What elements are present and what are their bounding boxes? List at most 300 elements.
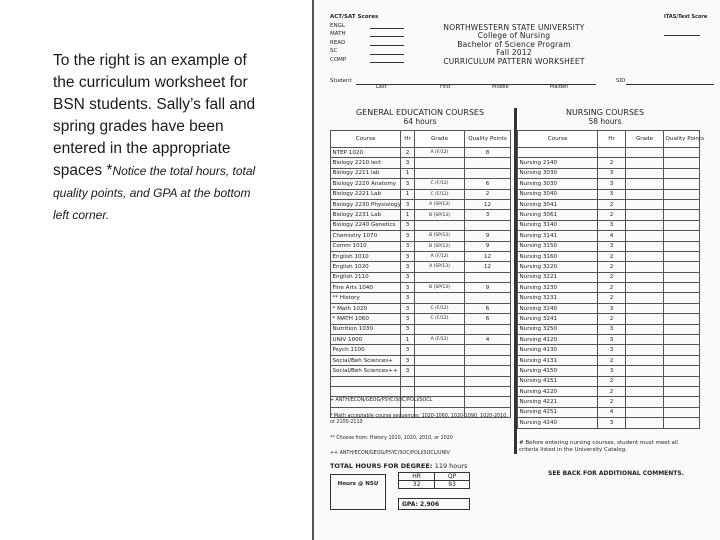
intro-main: To the right is an example of the curriculum worksheet for BSN students. Sally’s fall and spring grades have been entered in the appropriate spaces *: [53, 52, 256, 179]
cell-course: Nursing 4120: [518, 335, 598, 345]
cell-course: Nursing 4131: [518, 355, 598, 365]
table-row: [331, 179, 511, 189]
cell-quality-points: [664, 231, 700, 241]
cell-quality-points: [664, 272, 700, 282]
table-row: [518, 148, 700, 158]
sid-label: SID: [616, 78, 626, 84]
name-part-middle: Middle: [492, 84, 509, 90]
cell-quality-points: [465, 168, 511, 178]
cell-course: Social/Beh Sciences++: [331, 366, 401, 376]
cell-quality-points: 6: [465, 314, 511, 324]
cell-quality-points: 3: [465, 210, 511, 220]
cell-hr: 3: [401, 231, 415, 241]
cell-grade: [626, 418, 664, 428]
nursing-header: [514, 108, 696, 130]
cell-grade: A (F/12): [415, 148, 465, 158]
table-row: [518, 345, 700, 355]
cell-hr: 3: [598, 220, 626, 230]
cell-hr: 3: [598, 418, 626, 428]
cell-quality-points: [664, 283, 700, 293]
table-row: [518, 272, 700, 282]
cell-hr: 2: [598, 386, 626, 396]
cell-course: Nursing 4220: [518, 386, 598, 396]
cell-course: Nursing 3030: [518, 179, 598, 189]
col-hr: Hr: [598, 131, 626, 148]
cell-hr: 3: [401, 324, 415, 334]
cell-quality-points: [664, 324, 700, 334]
cell-hr: [401, 376, 415, 386]
score-label: MATH: [330, 31, 346, 38]
cell-course: Nursing 4221: [518, 397, 598, 407]
table-row: [518, 314, 700, 324]
cell-course: [331, 376, 401, 386]
table-row: [331, 355, 511, 365]
cell-course: [331, 386, 401, 396]
table-row: [331, 376, 511, 386]
cell-quality-points: [664, 418, 700, 428]
table-row: [518, 293, 700, 303]
cell-grade: [626, 262, 664, 272]
cell-course: * MATH 1060: [331, 314, 401, 324]
cell-course: ** History: [331, 293, 401, 303]
cell-hr: 1: [401, 210, 415, 220]
cell-course: Nursing 4130: [518, 345, 598, 355]
cell-quality-points: [664, 262, 700, 272]
cell-quality-points: [664, 189, 700, 199]
cell-hr: 4: [598, 231, 626, 241]
cell-quality-points: [465, 366, 511, 376]
cell-grade: [626, 407, 664, 417]
cell-course: Nursing 4150: [518, 366, 598, 376]
cell-hr: 3: [401, 251, 415, 261]
table-row: [331, 345, 511, 355]
hq-hr-value: 32: [399, 481, 435, 489]
cell-course: UNIV 1000: [331, 335, 401, 345]
cell-grade: [415, 345, 465, 355]
table-row: [331, 241, 511, 251]
cell-quality-points: 8: [465, 148, 511, 158]
cell-course: Nursing 4251: [518, 407, 598, 417]
total-hours-label: TOTAL HOURS FOR DEGREE:: [330, 462, 433, 470]
cell-grade: [626, 376, 664, 386]
cell-hr: 2: [401, 148, 415, 158]
cell-quality-points: [465, 355, 511, 365]
table-row: [518, 158, 700, 168]
cell-grade: B (SP/13): [415, 283, 465, 293]
table-row: [331, 189, 511, 199]
score-label: READ: [330, 39, 346, 46]
cell-grade: [626, 293, 664, 303]
table-row: [518, 168, 700, 178]
table-row: [331, 324, 511, 334]
cell-quality-points: [465, 220, 511, 230]
scores-block: [330, 13, 404, 65]
intro-text: [53, 50, 268, 226]
cell-quality-points: [465, 376, 511, 386]
cell-quality-points: 12: [465, 251, 511, 261]
gen-ed-hours: 64 hours: [403, 117, 437, 126]
table-row: [518, 386, 700, 396]
cell-course: Nursing 4151: [518, 376, 598, 386]
cell-grade: A (SP/13): [415, 262, 465, 272]
cell-quality-points: [664, 168, 700, 178]
prior-score-label: ITAS/Test Score: [664, 14, 708, 20]
cell-hr: 3: [401, 158, 415, 168]
cell-quality-points: [664, 314, 700, 324]
cell-course: Psych 1100: [331, 345, 401, 355]
cell-course: Chemistry 1070: [331, 231, 401, 241]
cell-hr: 3: [598, 168, 626, 178]
col-grade: Grade: [415, 131, 465, 148]
cell-grade: A (F/12): [415, 335, 465, 345]
cell-hr: 3: [401, 262, 415, 272]
cell-hr: 2: [598, 199, 626, 209]
curriculum-worksheet: [312, 0, 720, 540]
table-row: [518, 241, 700, 251]
cell-hr: 3: [598, 303, 626, 313]
cell-hr: 2: [598, 262, 626, 272]
cell-quality-points: [664, 293, 700, 303]
cell-grade: C (F/12): [415, 189, 465, 199]
cell-hr: 2: [598, 355, 626, 365]
gen-ed-table: [330, 130, 511, 418]
cell-grade: [626, 324, 664, 334]
cell-grade: [626, 148, 664, 158]
col-grade: Grade: [626, 131, 664, 148]
footnote: * Math acceptable course sequences: 1020-1060, 1020-1090, 1020-2010, or 2100-2110: [330, 413, 508, 425]
nursing-note: # Before entering nursing courses, student must meet all criteria listed in the University Catalog.: [519, 440, 678, 454]
cell-hr: 3: [598, 324, 626, 334]
cell-grade: [626, 241, 664, 251]
cell-hr: 3: [598, 345, 626, 355]
table-row: [331, 314, 511, 324]
cell-hr: 2: [598, 376, 626, 386]
table-row: [518, 366, 700, 376]
table-row: [331, 272, 511, 282]
cell-grade: C (F/12): [415, 303, 465, 313]
cell-course: Biology 2240 Genetics: [331, 220, 401, 230]
cell-course: English 2110: [331, 272, 401, 282]
cell-course: NTEP 1020: [331, 148, 401, 158]
cell-grade: A (F/12): [415, 251, 465, 261]
cell-course: Nursing 4240: [518, 418, 598, 428]
cell-grade: [415, 355, 465, 365]
cell-course: Biology 2231 Lab: [331, 210, 401, 220]
cell-quality-points: [664, 179, 700, 189]
hours-quality-table: [398, 472, 470, 489]
table-row: [518, 407, 700, 417]
table-row: [331, 386, 511, 396]
cell-hr: 3: [401, 366, 415, 376]
cell-quality-points: [664, 148, 700, 158]
cell-quality-points: [664, 210, 700, 220]
cell-hr: 3: [401, 241, 415, 251]
cell-quality-points: 9: [465, 231, 511, 241]
term: Fall 2012: [496, 48, 532, 58]
cell-course: Nursing 3240: [518, 303, 598, 313]
cell-hr: 3: [598, 335, 626, 345]
cell-quality-points: [664, 407, 700, 417]
cell-hr: 3: [598, 189, 626, 199]
table-row: [331, 168, 511, 178]
intro-note: Notice the total hours, total quality points, and GPA at the bottom left corner.: [53, 164, 256, 222]
table-row: [331, 251, 511, 261]
cell-course: Nursing 3030: [518, 168, 598, 178]
cell-grade: [626, 220, 664, 230]
cell-grade: [626, 189, 664, 199]
cell-quality-points: 2: [465, 189, 511, 199]
name-part-maiden: Maiden: [550, 84, 569, 90]
cell-quality-points: [664, 345, 700, 355]
cell-grade: [626, 386, 664, 396]
cell-hr: 3: [401, 314, 415, 324]
cell-hr: 3: [401, 283, 415, 293]
cell-grade: [626, 366, 664, 376]
cell-grade: [415, 293, 465, 303]
col-quality-points: Quality Points: [465, 131, 511, 148]
cell-grade: [626, 335, 664, 345]
cell-quality-points: [465, 293, 511, 303]
table-row: [331, 283, 511, 293]
table-row: [331, 210, 511, 220]
cell-hr: 3: [401, 272, 415, 282]
cell-course: Nursing 3221: [518, 272, 598, 282]
cell-grade: [626, 303, 664, 313]
cell-hr: 2: [598, 283, 626, 293]
cell-course: Nursing 3140: [518, 220, 598, 230]
cell-grade: [626, 199, 664, 209]
cell-course: Nursing 3041: [518, 199, 598, 209]
cell-course: Nursing 3220: [518, 262, 598, 272]
cell-grade: [626, 283, 664, 293]
footnote: + ANTH/ECON/GEOG/PSYC/SOC/POLI/SOCL: [330, 398, 433, 403]
cell-grade: [626, 355, 664, 365]
gpa-value: GPA: 2.906: [398, 498, 470, 510]
table-row: [518, 355, 700, 365]
cell-quality-points: 12: [465, 262, 511, 272]
col-course: Course: [331, 131, 401, 148]
total-hours: [330, 462, 467, 470]
scores-title: ACT/SAT Scores: [330, 14, 379, 20]
cell-course: Nursing 3160: [518, 251, 598, 261]
nursing-title: NURSING COURSES: [565, 108, 645, 117]
prior-score: [664, 14, 707, 36]
cell-hr: 3: [401, 179, 415, 189]
cell-quality-points: [664, 397, 700, 407]
cell-hr: 3: [401, 199, 415, 209]
cell-quality-points: [465, 386, 511, 396]
table-row: [518, 397, 700, 407]
cell-course: Biology 2211 lab: [331, 168, 401, 178]
table-row: [518, 189, 700, 199]
cell-grade: C (F/12): [415, 314, 465, 324]
table-row: [331, 158, 511, 168]
table-row: [518, 335, 700, 345]
cell-grade: [626, 231, 664, 241]
cell-grade: [626, 168, 664, 178]
cell-hr: 1: [401, 189, 415, 199]
university-name: NORTHWESTERN STATE UNIVERSITY: [443, 23, 585, 32]
cell-quality-points: [664, 220, 700, 230]
see-back-note: SEE BACK FOR ADDITIONAL COMMENTS.: [548, 470, 684, 477]
cell-course: Fine Arts 1040: [331, 283, 401, 293]
cell-quality-points: [465, 324, 511, 334]
table-row: [518, 179, 700, 189]
table-row: [331, 231, 511, 241]
col-course: Course: [518, 131, 598, 148]
cell-course: Nursing 3250: [518, 324, 598, 334]
score-label: SC: [330, 48, 338, 55]
cell-hr: 2: [598, 251, 626, 261]
cell-quality-points: [664, 158, 700, 168]
cell-grade: B (SP/13): [415, 210, 465, 220]
cell-grade: [415, 324, 465, 334]
cell-grade: C (F/12): [415, 179, 465, 189]
cell-course: English 1010: [331, 251, 401, 261]
cell-course: Nursing 3150: [518, 241, 598, 251]
gen-ed-header: [330, 108, 510, 130]
cell-course: Nursing 3040: [518, 189, 598, 199]
name-part-first: First: [440, 84, 451, 90]
cell-grade: [626, 397, 664, 407]
cell-hr: 3: [401, 355, 415, 365]
college-name: College of Nursing: [477, 31, 551, 41]
cell-quality-points: [465, 158, 511, 168]
cell-hr: 3: [598, 366, 626, 376]
cell-course: Biology 2230 Physiology: [331, 199, 401, 209]
table-row: [331, 148, 511, 158]
cell-quality-points: [664, 199, 700, 209]
cell-hr: [598, 148, 626, 158]
cell-hr: 1: [401, 168, 415, 178]
cell-grade: [626, 179, 664, 189]
table-row: [518, 418, 700, 428]
table-row: [518, 220, 700, 230]
cell-hr: 3: [598, 179, 626, 189]
cell-course: Nursing 3231: [518, 293, 598, 303]
worksheet-title: CURRICULUM PATTERN WORKSHEET: [443, 56, 585, 66]
cell-hr: 3: [401, 220, 415, 230]
cell-quality-points: [465, 345, 511, 355]
table-row: [331, 366, 511, 376]
cell-hr: 2: [598, 272, 626, 282]
cell-grade: [626, 158, 664, 168]
cell-quality-points: [664, 303, 700, 313]
table-row: [518, 231, 700, 241]
cell-quality-points: [664, 386, 700, 396]
cell-grade: [626, 210, 664, 220]
table-row: [518, 283, 700, 293]
cell-grade: B (SP/13): [415, 231, 465, 241]
cell-grade: [626, 345, 664, 355]
cell-course: * Math 1020: [331, 303, 401, 313]
cell-quality-points: 12: [465, 199, 511, 209]
table-row: [331, 262, 511, 272]
cell-hr: 3: [401, 303, 415, 313]
cell-quality-points: 4: [465, 335, 511, 345]
cell-hr: [401, 386, 415, 396]
cell-quality-points: [664, 335, 700, 345]
table-row: [518, 210, 700, 220]
cell-grade: [626, 272, 664, 282]
cell-hr: 2: [598, 158, 626, 168]
table-row: [331, 335, 511, 345]
table-row: [518, 262, 700, 272]
cell-grade: [415, 386, 465, 396]
score-label: COMP: [330, 56, 347, 63]
cell-quality-points: 9: [465, 241, 511, 251]
cell-course: Social/Beh Sciences+: [331, 355, 401, 365]
hq-qp-value: 93: [435, 481, 470, 489]
table-row: [518, 199, 700, 209]
cell-quality-points: [664, 355, 700, 365]
col-hr: Hr: [401, 131, 415, 148]
footnote: ** Choose from: History 1010, 1020, 2010, or 2020: [330, 435, 453, 441]
cell-grade: [415, 272, 465, 282]
cell-quality-points: 9: [465, 283, 511, 293]
table-row: [518, 376, 700, 386]
table-row: [331, 220, 511, 230]
cell-grade: [415, 158, 465, 168]
cell-course: Nursing 3241: [518, 314, 598, 324]
cell-course: Nursing 3061: [518, 210, 598, 220]
cell-course: Nursing 2140: [518, 158, 598, 168]
cell-quality-points: [664, 251, 700, 261]
table-row: [518, 251, 700, 261]
cell-hr: 2: [598, 397, 626, 407]
cell-hr: 3: [598, 241, 626, 251]
table-row: [331, 199, 511, 209]
cell-hr: 2: [598, 293, 626, 303]
cell-hr: 2: [598, 314, 626, 324]
hq-qp-label: QP: [435, 473, 470, 481]
cell-grade: [415, 220, 465, 230]
table-row: [518, 303, 700, 313]
cell-grade: [415, 376, 465, 386]
cell-course: Nursing 3230: [518, 283, 598, 293]
footnotes: [330, 398, 512, 467]
nursing-hours: 58 hours: [588, 117, 622, 126]
footnote: ++ ANTH/ECON/GEOG/PSYC/SOC/POLI/SOCL/UNIV: [330, 451, 450, 456]
total-hours-value: 119 hours: [434, 462, 468, 470]
cell-course: Comm 1010: [331, 241, 401, 251]
cell-quality-points: [664, 366, 700, 376]
cell-hr: 4: [598, 407, 626, 417]
cell-quality-points: 6: [465, 179, 511, 189]
cell-course: Nutrition 1030: [331, 324, 401, 334]
name-part-last: Last: [376, 84, 387, 90]
cell-course: English 1020: [331, 262, 401, 272]
cell-grade: [626, 314, 664, 324]
cell-quality-points: [664, 241, 700, 251]
cell-grade: [415, 366, 465, 376]
cell-hr: 2: [598, 210, 626, 220]
cell-grade: [626, 251, 664, 261]
cell-quality-points: [465, 272, 511, 282]
cell-grade: B (SP/13): [415, 241, 465, 251]
gen-ed-title: GENERAL EDUCATION COURSES: [355, 108, 485, 117]
cell-course: Biology 2210 lect: [331, 158, 401, 168]
cell-course: Biology 2220 Anatomy: [331, 179, 401, 189]
hours-at-nsu-box: Hours @ NSU: [330, 474, 386, 510]
cell-grade: A (SP/13): [415, 199, 465, 209]
cell-course: Biology 2221 Lab: [331, 189, 401, 199]
program-name: Bachelor of Science Program: [457, 39, 571, 49]
cell-course: Nursing 3141: [518, 231, 598, 241]
cell-hr: 1: [401, 335, 415, 345]
cell-hr: 3: [401, 293, 415, 303]
hq-hr-label: HR: [399, 473, 435, 481]
